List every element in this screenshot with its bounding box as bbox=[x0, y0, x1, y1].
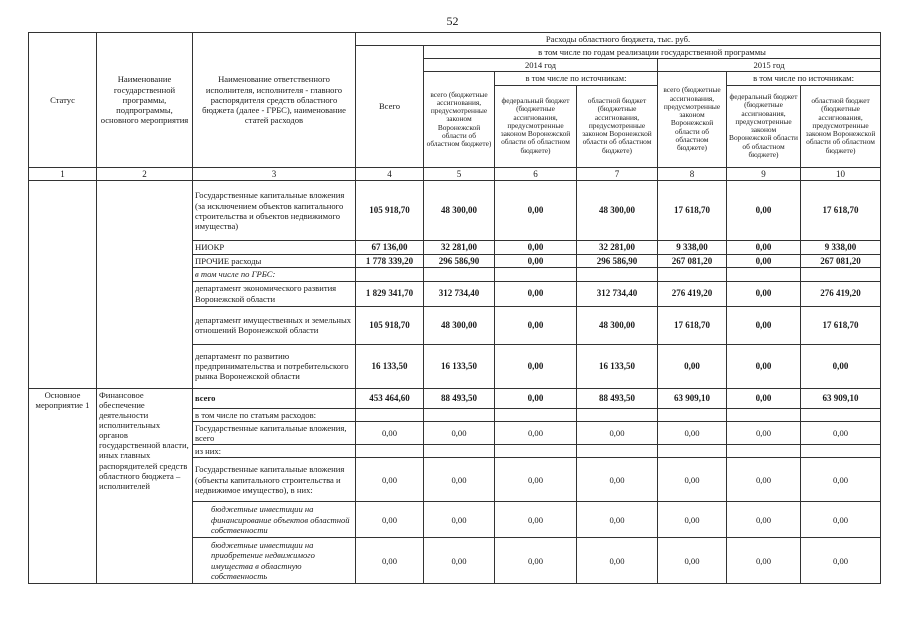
value-cell: 276 419,20 bbox=[658, 281, 727, 306]
row-label: Государственные капитальные вложения, всего bbox=[193, 421, 356, 444]
row-label: в том числе по ГРБС: bbox=[193, 268, 356, 281]
value-cell: 0,00 bbox=[424, 502, 495, 538]
column-number-row bbox=[29, 167, 881, 181]
row-label: ПРОЧИЕ расходы bbox=[193, 254, 356, 268]
value-cell: 267 081,20 bbox=[801, 254, 881, 268]
value-cell: 0,00 bbox=[727, 281, 801, 306]
value-cell: 67 136,00 bbox=[356, 241, 424, 255]
table-row bbox=[29, 181, 881, 241]
status-cell-empty bbox=[29, 181, 97, 388]
value-cell: 0,00 bbox=[495, 344, 577, 388]
value-cell: 32 281,00 bbox=[577, 241, 658, 255]
value-cell: 0,00 bbox=[727, 254, 801, 268]
value-cell: 17 618,70 bbox=[801, 306, 881, 344]
value-cell: 296 586,90 bbox=[424, 254, 495, 268]
value-cell: 63 909,10 bbox=[801, 388, 881, 408]
value-cell: 0,00 bbox=[495, 281, 577, 306]
value-cell: 0,00 bbox=[577, 421, 658, 444]
value-cell: 0,00 bbox=[577, 458, 658, 502]
value-cell: 0,00 bbox=[801, 421, 881, 444]
value-cell: 16 133,50 bbox=[577, 344, 658, 388]
value-cell: 105 918,70 bbox=[356, 181, 424, 241]
value-cell: 0,00 bbox=[424, 421, 495, 444]
value-cell: 48 300,00 bbox=[424, 181, 495, 241]
value-cell: 0,00 bbox=[658, 458, 727, 502]
header-by-years: в том числе по годам реализации государственной программы bbox=[424, 46, 881, 59]
row-label: департамент экономического развития Воронежской области bbox=[193, 281, 356, 306]
row-label: Государственные капитальные вложения (объекты капитального строительства и недвижимое имущество), в них: bbox=[193, 458, 356, 502]
value-cell: 312 734,40 bbox=[577, 281, 658, 306]
budget-table bbox=[28, 32, 881, 584]
value-cell: 88 493,50 bbox=[577, 388, 658, 408]
value-cell: 0,00 bbox=[727, 306, 801, 344]
program-cell-empty bbox=[97, 181, 193, 388]
value-cell: 453 464,60 bbox=[356, 388, 424, 408]
value-cell: 0,00 bbox=[356, 421, 424, 444]
row-label: всего bbox=[193, 388, 356, 408]
value-cell: 0,00 bbox=[356, 458, 424, 502]
value-cell: 17 618,70 bbox=[658, 306, 727, 344]
header-executor: Наименование ответственного исполнителя, исполнителя - главного распорядителя средств областного бюджета (далее - ГРБС), наименование статей расходов bbox=[193, 33, 356, 168]
header-total: Всего bbox=[356, 46, 424, 167]
header-status: Статус bbox=[29, 33, 97, 168]
header-year-2015: 2015 год bbox=[658, 59, 881, 72]
value-cell: 0,00 bbox=[495, 458, 577, 502]
value-cell: 0,00 bbox=[495, 421, 577, 444]
value-cell: 0,00 bbox=[801, 344, 881, 388]
value-cell: 276 419,20 bbox=[801, 281, 881, 306]
row-label: из них: bbox=[193, 444, 356, 457]
column-number: 8 bbox=[658, 167, 727, 181]
value-cell: 0,00 bbox=[727, 421, 801, 444]
value-cell: 0,00 bbox=[658, 421, 727, 444]
measure-name: Финансовое обеспечение деятельности исполнительных органов государственной власти, иных главных распорядителей средств областного бюджета – исполнителей bbox=[97, 388, 193, 584]
value-cell: 16 133,50 bbox=[424, 344, 495, 388]
header-col9: федеральный бюджет (бюджетные ассигнования, предусмотренные законом Воронежской области об областном бюджете) bbox=[727, 85, 801, 167]
header-expenses: Расходы областного бюджета, тыс. руб. bbox=[356, 33, 881, 46]
value-cell: 0,00 bbox=[801, 458, 881, 502]
header-program-name: Наименование государственной программы, подпрограммы, основного мероприятия bbox=[97, 33, 193, 168]
column-number: 2 bbox=[97, 167, 193, 181]
value-cell: 9 338,00 bbox=[658, 241, 727, 255]
value-cell: 17 618,70 bbox=[801, 181, 881, 241]
measure-status: Основное мероприятие 1 bbox=[29, 388, 97, 584]
column-number: 9 bbox=[727, 167, 801, 181]
header-col5: всего (бюджетные ассигнования, предусмотренные законом Воронежской области об областном бюджете) bbox=[424, 72, 495, 167]
value-cell: 0,00 bbox=[356, 502, 424, 538]
value-cell: 0,00 bbox=[801, 538, 881, 584]
value-cell: 0,00 bbox=[658, 344, 727, 388]
value-cell: 312 734,40 bbox=[424, 281, 495, 306]
page-number: 52 bbox=[446, 14, 459, 28]
value-cell: 0,00 bbox=[495, 181, 577, 241]
row-label: департамент по развитию предпринимательства и потребительского рынка Воронежской области bbox=[193, 344, 356, 388]
value-cell: 0,00 bbox=[577, 502, 658, 538]
column-number: 1 bbox=[29, 167, 97, 181]
value-cell: 0,00 bbox=[424, 458, 495, 502]
row-label: бюджетные инвестиции на финансирование объектов областной собственности bbox=[193, 502, 356, 538]
row-label: бюджетные инвестиции на приобретение недвижимого имущества в областную собственность bbox=[193, 538, 356, 584]
value-cell: 0,00 bbox=[801, 502, 881, 538]
value-cell: 0,00 bbox=[495, 306, 577, 344]
column-number: 3 bbox=[193, 167, 356, 181]
value-cell: 16 133,50 bbox=[356, 344, 424, 388]
value-cell: 48 300,00 bbox=[577, 306, 658, 344]
value-cell: 0,00 bbox=[727, 458, 801, 502]
value-cell: 63 909,10 bbox=[658, 388, 727, 408]
header-col10: областной бюджет (бюджетные ассигнования, предусмотренные законом Воронежской области об областном бюджете) bbox=[801, 85, 881, 167]
value-cell: 0,00 bbox=[727, 344, 801, 388]
value-cell: 0,00 bbox=[356, 538, 424, 584]
column-number: 4 bbox=[356, 167, 424, 181]
value-cell: 0,00 bbox=[727, 538, 801, 584]
header-col6: федеральный бюджет (бюджетные ассигнования, предусмотренные законом Воронежской области об областном бюджете) bbox=[495, 85, 577, 167]
row-label: в том числе по статьям расходов: bbox=[193, 408, 356, 421]
value-cell: 32 281,00 bbox=[424, 241, 495, 255]
value-cell: 267 081,20 bbox=[658, 254, 727, 268]
column-number: 5 bbox=[424, 167, 495, 181]
value-cell: 0,00 bbox=[727, 502, 801, 538]
value-cell: 1 778 339,20 bbox=[356, 254, 424, 268]
row-label: НИОКР bbox=[193, 241, 356, 255]
column-number: 6 bbox=[495, 167, 577, 181]
value-cell: 0,00 bbox=[577, 538, 658, 584]
value-cell: 0,00 bbox=[658, 538, 727, 584]
value-cell: 0,00 bbox=[727, 241, 801, 255]
value-cell: 296 586,90 bbox=[577, 254, 658, 268]
value-cell: 48 300,00 bbox=[424, 306, 495, 344]
column-number: 7 bbox=[577, 167, 658, 181]
value-cell: 0,00 bbox=[424, 538, 495, 584]
value-cell: 88 493,50 bbox=[424, 388, 495, 408]
value-cell: 0,00 bbox=[495, 241, 577, 255]
header-year-2014: 2014 год bbox=[424, 59, 658, 72]
table-row bbox=[29, 388, 881, 408]
row-label: департамент имущественных и земельных отношений Воронежской области bbox=[193, 306, 356, 344]
row-label: Государственные капитальные вложения (за исключением объектов капитального строительства и объектов недвижимого имущества) bbox=[193, 181, 356, 241]
value-cell: 0,00 bbox=[727, 181, 801, 241]
value-cell: 0,00 bbox=[495, 254, 577, 268]
value-cell: 0,00 bbox=[495, 388, 577, 408]
value-cell: 0,00 bbox=[495, 538, 577, 584]
header-by-sources-2015: в том числе по источникам: bbox=[727, 72, 881, 85]
value-cell: 0,00 bbox=[495, 502, 577, 538]
header-col7: областной бюджет (бюджетные ассигнования, предусмотренные законом Воронежской области об областном бюджете) bbox=[577, 85, 658, 167]
value-cell: 105 918,70 bbox=[356, 306, 424, 344]
value-cell: 9 338,00 bbox=[801, 241, 881, 255]
column-number: 10 bbox=[801, 167, 881, 181]
value-cell: 1 829 341,70 bbox=[356, 281, 424, 306]
value-cell: 0,00 bbox=[658, 502, 727, 538]
header-col8: всего (бюджетные ассигнования, предусмотренные законом Воронежской области об областном бюджете) bbox=[658, 72, 727, 167]
value-cell: 17 618,70 bbox=[658, 181, 727, 241]
value-cell: 48 300,00 bbox=[577, 181, 658, 241]
value-cell: 0,00 bbox=[727, 388, 801, 408]
header-by-sources-2014: в том числе по источникам: bbox=[495, 72, 658, 85]
